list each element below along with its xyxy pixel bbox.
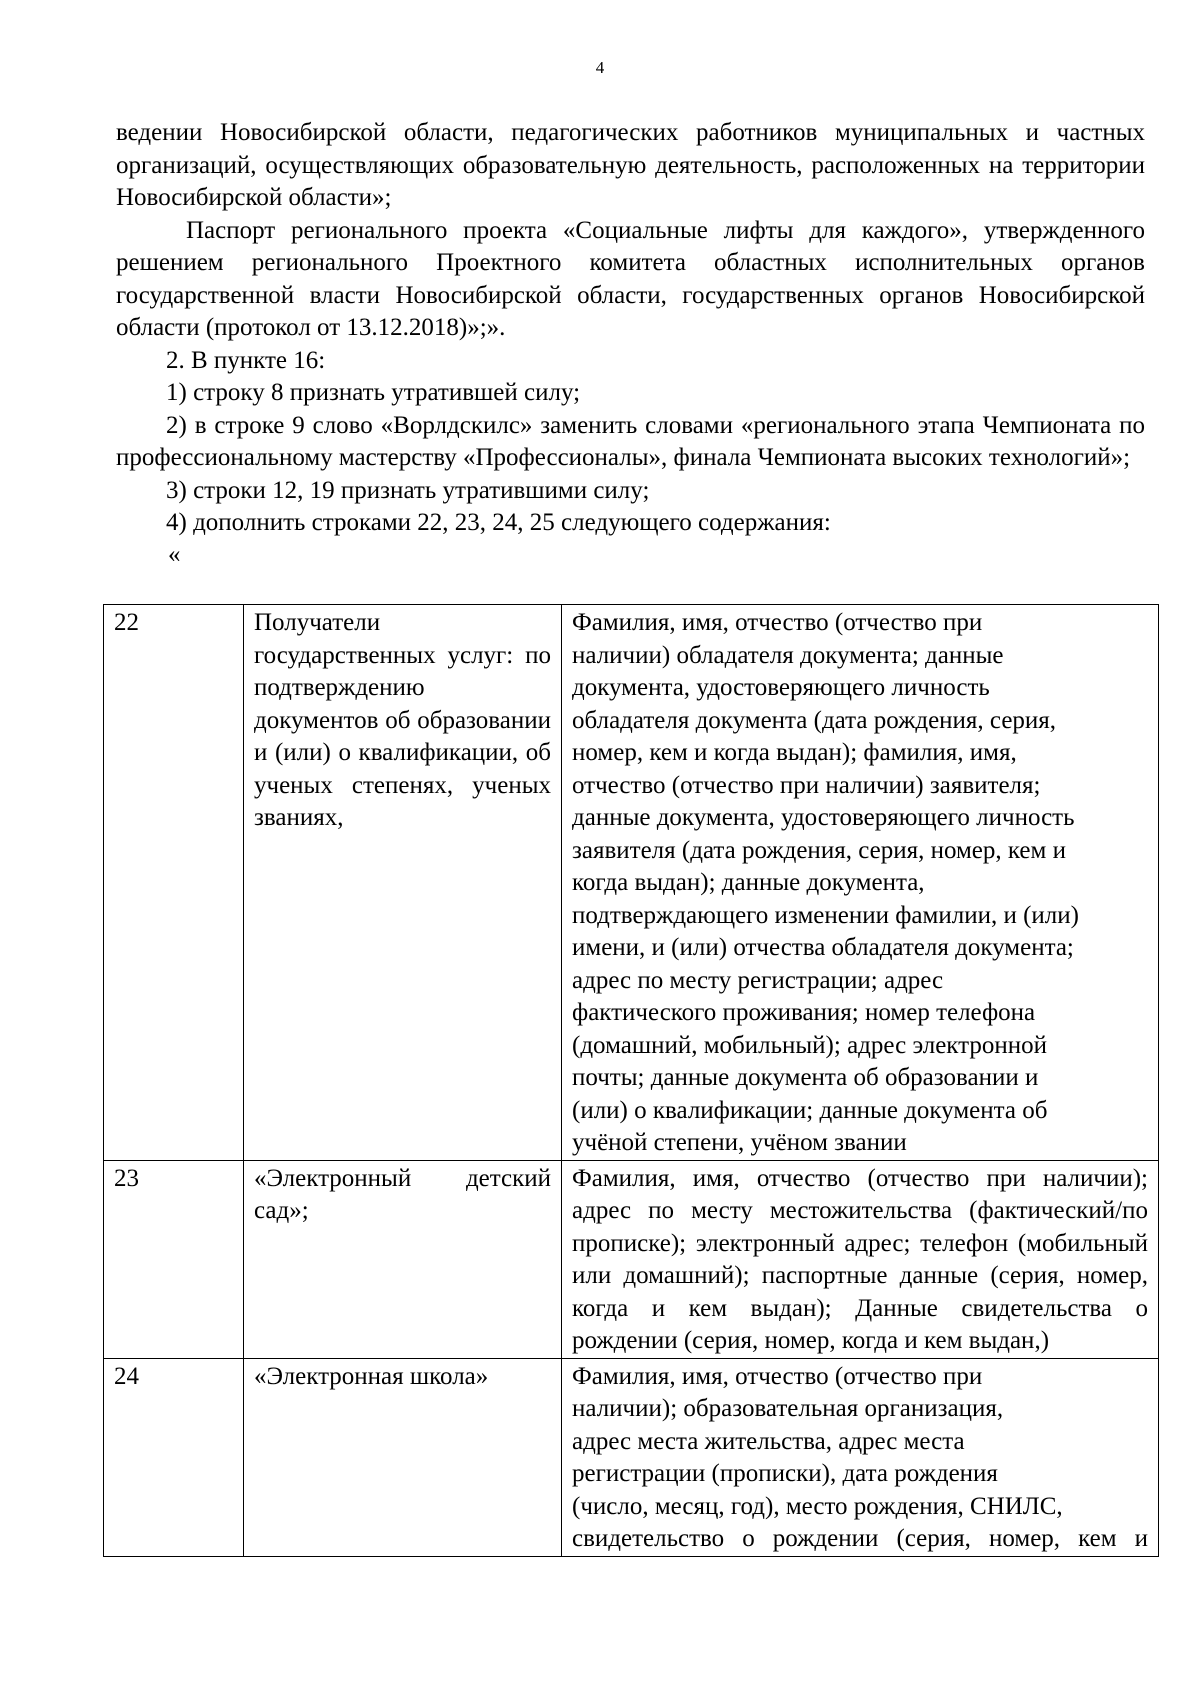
cell-line: имени, и (или) отчества обладателя документа; [572,934,1074,961]
paragraph: Паспорт регионального проекта «Социальные лифты для каждого», утвержденного решением регионального Проектного комитета областных исполнительных органов государственной власти Новосибирской области, государственных органов Новосибирской области (протокол от 13.12.2018)»;». [116,216,1145,341]
cell-line: адрес места жительства, адрес места [572,1427,965,1455]
cell-line: свидетельство о рождении (серия, номер, кем и [572,1525,1148,1552]
service-name: «Электронный детский сад»; [244,1160,562,1358]
row-number: 23 [104,1160,244,1358]
cell-line: наличии) обладателя документа; данные [572,641,1004,669]
cell-line: (или) о квалификации; данные документа об [572,1096,1048,1124]
table-row [104,1160,1159,1358]
cell-line: учёной степени, учёном звании [572,1129,907,1156]
paragraph: 2) в строке 9 слово «Ворлдскилс» заменить словами «регионального этапа Чемпионата по профессиональному мастерству «Профессионалы», финала Чемпионата высоких технологий»; [116,411,1145,471]
cell-line: отчество (отчество при наличии) заявителя; [572,771,1041,799]
open-quote-mark: « [168,540,181,568]
page-number: 4 [595,58,605,77]
paragraph: 3) строки 12, 19 признать утратившими силу; [166,476,650,504]
row-number: 22 [104,605,244,1161]
cell-line: обладателя документа (дата рождения, серия, [572,706,1057,734]
cell-line: данные документа, удостоверяющего личность [572,804,1075,831]
personal-data-cell [562,1358,1159,1556]
cell-line: (домашний, мобильный); адрес электронной [572,1031,1047,1059]
personal-data-cell [562,605,1159,1161]
cell-line: номер, кем и когда выдан); фамилия, имя, [572,739,1017,766]
paragraph: 4) дополнить строками 22, 23, 24, 25 следующего содержания: [166,509,831,536]
cell-line: регистрации (прописки), дата рождения [572,1460,998,1487]
service-name: Получатели государственных услуг: по подтверждению документов об образовании и (или) о квалификации, об ученых степенях, ученых званиях, [244,605,562,1161]
cell-line: Фамилия, имя, отчество (отчество при [572,1362,983,1390]
cell-line: Фамилия, имя, отчество (отчество при [572,609,983,636]
paragraph: ведении Новосибирской области, педагогических работников муниципальных и частных организаций, осуществляющих образовательную деятельность, расположенных на территории Новосибирской области»; [116,119,1145,211]
personal-data-cell: Фамилия, имя, отчество (отчество при наличии); адрес по месту местожительства (фактический/по прописке); электронный адрес; телефон (мобильный или домашний); паспортные данные (серия, номер, когда и кем выдан); Данные свидетельства о рождении (серия, номер, когда и кем выдан,) [562,1160,1159,1358]
cell-line: (число, месяц, год), место рождения, СНИЛС, [572,1492,1063,1520]
row-number: 24 [104,1358,244,1556]
service-name: «Электронная школа» [244,1358,562,1556]
paragraph: 1) строку 8 признать утратившей силу; [166,379,581,406]
table-row [104,605,1159,1161]
cell-line: адрес по месту регистрации; адрес [572,966,944,994]
cell-line: фактического проживания; номер телефона [572,999,1036,1026]
cell-line: наличии); образовательная организация, [572,1395,1004,1422]
cell-line: подтверждающего изменении фамилии, и (или) [572,901,1079,929]
cell-line: когда выдан); данные документа, [572,869,925,896]
cell-line: заявителя (дата рождения, серия, номер, кем и [572,836,1066,864]
cell-line: документа, удостоверяющего личность [572,674,990,701]
cell-line: почты; данные документа об образовании и [572,1064,1039,1091]
document-body [116,117,1145,570]
paragraph: 2. В пункте 16: [166,346,326,374]
data-table [103,604,1159,1557]
table-row [104,1358,1159,1556]
